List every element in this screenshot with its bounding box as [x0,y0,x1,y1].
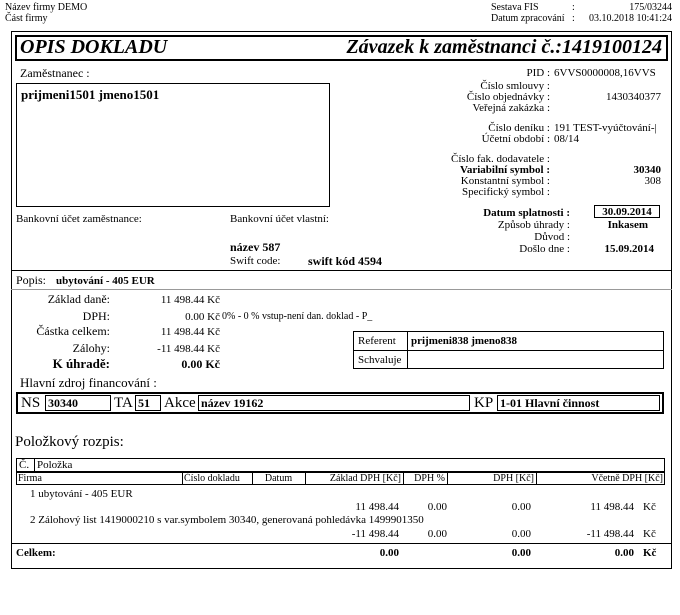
base-value: 11 498.44 Kč [160,294,220,306]
col-doc-number: Číslo dokladu [184,473,240,484]
info-label: Číslo smlouvy : [480,80,550,92]
item-row-1-dph-percent: 0.00 [427,501,447,513]
doc-title: OPIS DOKLADU [20,36,168,58]
due-date-value: 30.09.2014 [602,206,652,218]
total-value: 11 498.44 Kč [160,326,220,338]
to-pay-label: K úhradě: [52,356,110,371]
info-label: Konstantní symbol : [460,175,550,187]
popis-value: ubytování - 405 EUR [56,275,155,287]
ta-label: TA [114,395,133,411]
item-row-2-dph-percent: 0.00 [427,528,447,540]
info-label: Specifický symbol : [462,186,550,198]
item-row-1-base: 11 498.44 [355,501,399,513]
company-name: Název firmy DEMO [5,2,88,13]
item-row-1-dph: 0.00 [511,501,531,513]
divider [11,543,672,544]
referent-label: Referent [358,335,396,347]
dph-value: 0.00 Kč [185,311,220,323]
to-pay-value: 0.00 Kč [181,357,220,371]
advances-value: -11 498.44 Kč [157,343,220,355]
akce-value: název 19162 [201,396,264,410]
items-total-incl: 0.00 [614,547,634,559]
ta-value: 51 [138,396,150,410]
items-total-base: 0.00 [379,547,399,559]
kp-value: 1-01 Hlavní činnost [500,396,600,410]
col-dph: DPH [Kč] [493,473,534,484]
col-item: Položka [37,459,73,471]
divider [353,350,664,351]
info-value: 30340 [633,164,661,176]
info-label: Účetní období : [481,133,550,145]
pid-label: PID : [526,67,550,79]
arrival-date-value: 15.09.2014 [604,243,654,255]
popis-label: Popis: [16,273,47,287]
info-label: Číslo fak. dodavatele : [451,153,550,165]
info-label: Číslo objednávky : [466,91,550,103]
col-dph-percent: DPH % [414,473,445,484]
base-label: Základ daně: [47,292,110,306]
info-label: Číslo deníku : [488,122,550,134]
info-label: Veřejná zakázka : [472,102,550,114]
item-row-2-label: 2 Zálohový list 1419000210 s var.symbolem 30340, generovaná pohledávka 1499901350 [30,514,424,526]
col-firm: Firma [18,473,42,484]
company-part: Část firmy [5,13,48,24]
employee-label: Zaměstnanec : [20,66,90,80]
own-bank-label: Bankovní účet vlastní: [230,213,329,225]
total-label: Částka celkem: [36,324,110,338]
divider [407,331,408,369]
approver-label: Schvaluje [358,354,402,366]
col-incl: Včetně DPH [Kč] [591,473,663,484]
payment-method-value: Inkasem [607,219,648,231]
divider [11,270,672,271]
employee-bank-label: Bankovní účet zaměstnance: [16,213,142,225]
pid-value: 6VVS0000008,16VVS [554,67,656,79]
swift-label: Swift code: [230,255,281,267]
info-value: 308 [644,175,661,187]
report-value: 175/03244 [629,2,672,13]
item-row-1-label: 1 ubytování - 405 EUR [30,488,133,500]
items-total-currency: Kč [643,547,657,559]
col-base: Základ DPH [Kč] [329,473,401,484]
report-label: Sestava FIS [491,2,539,13]
items-total-label: Celkem: [16,547,56,559]
item-row-1-currency: Kč [643,501,656,513]
items-total-dph: 0.00 [511,547,531,559]
items-header-row-1 [16,458,665,472]
funding-label: Hlavní zdroj financování : [20,375,157,390]
akce-label: Akce [164,395,196,411]
item-row-2-base: -11 498.44 [351,528,399,540]
info-value: 1430340377 [606,91,661,103]
items-title: Položkový rozpis: [15,434,124,450]
employee-name: prijmeni1501 jmeno1501 [21,87,160,102]
dph-note: 0% - 0 % vstup-není dan. doklad - P_ [222,311,373,322]
due-date-label: Datum splatnosti : [483,207,570,219]
date-label: Datum zpracování [491,13,565,24]
date-sep: : [572,13,575,24]
ns-value: 30340 [48,396,78,410]
arrival-date-label: Došlo dne : [519,243,570,255]
bank-name: název 587 [230,240,281,254]
advances-label: Zálohy: [72,341,110,355]
dph-label: DPH: [82,309,110,323]
col-date: Datum [264,473,293,484]
info-label: Variabilní symbol : [459,164,550,176]
doc-number-title: Závazek k zaměstnanci č.:1419100124 [346,36,662,58]
kp-label: KP [474,395,494,411]
date-value: 03.10.2018 10:41:24 [588,13,672,24]
divider [182,472,183,485]
payment-method-label: Způsob úhrady : [497,219,570,231]
ns-label: NS [21,395,41,411]
col-number: Č. [19,459,30,471]
item-row-1-incl: 11 498.44 [590,501,634,513]
divider [11,289,672,290]
item-row-2-currency: Kč [643,528,656,540]
item-row-2-incl: -11 498.44 [586,528,634,540]
info-value: 191 TEST-vyúčtování-| [554,122,657,134]
reason-label: Důvod : [534,231,570,243]
swift-value: swift kód 4594 [308,254,383,268]
info-value: 08/14 [554,133,580,145]
divider [34,458,35,472]
item-row-2-dph: 0.00 [511,528,531,540]
report-sep: : [572,2,575,13]
referent-value: prijmeni838 jmeno838 [411,335,518,347]
